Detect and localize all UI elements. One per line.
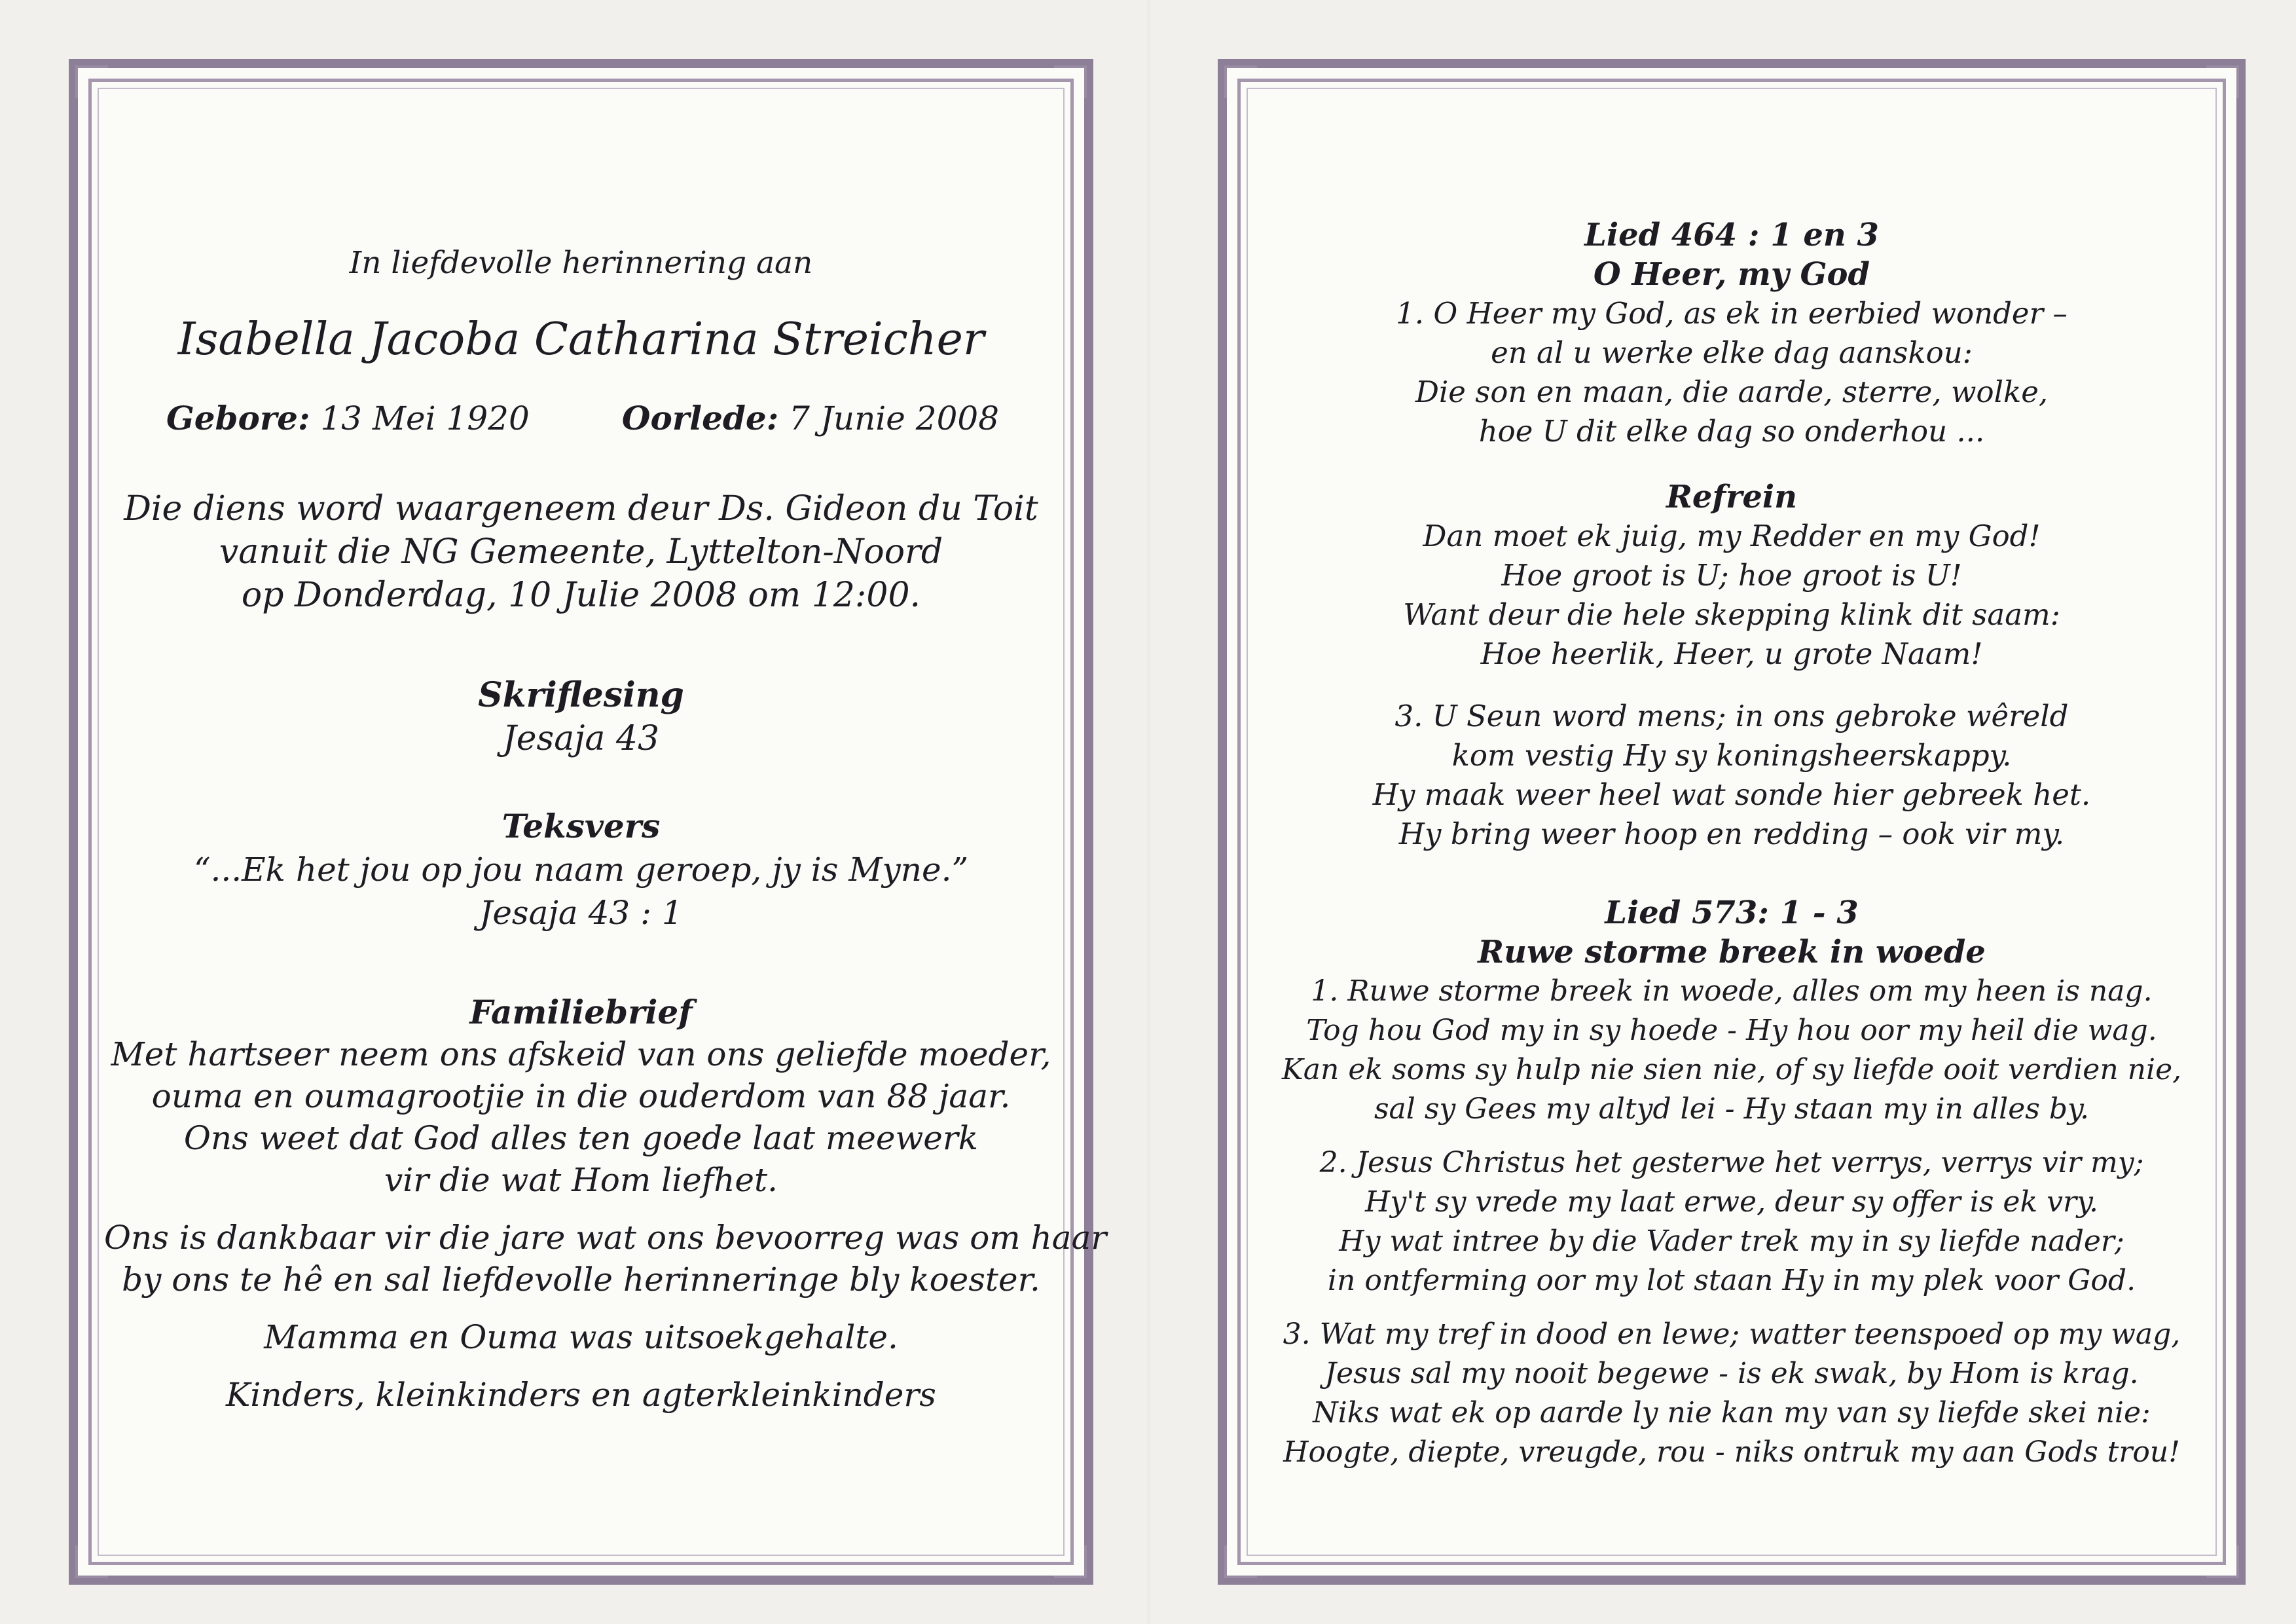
family-letter-paragraph [104, 1217, 1107, 1301]
hymn-line: Hoogte, diepte, vreugde, rou - niks ontruk my aan Gods trou! [1283, 1435, 2180, 1469]
hymn-464 [1253, 215, 2210, 451]
letter-line: Mamma en Ouma was uitsoekgehalte. [264, 1318, 898, 1356]
hymn-line: 3. U Seun word mens; in ons gebroke wêreld [1394, 699, 2069, 733]
hymn-number: Lied 573: 1 - 3 [1605, 895, 1859, 931]
hymn-title: O Heer, my God [1593, 256, 1870, 293]
frame-corner-ornament [1054, 1545, 1087, 1578]
frame-corner-ornament [1224, 1545, 1257, 1578]
left-page-panel [69, 59, 1107, 1585]
family-letter-signoff [104, 1374, 1058, 1416]
letter-line: Kinders, kleinkinders en agterkleinkinders [226, 1376, 936, 1414]
hymn-line: kom vestig Hy sy koningsheerskappy. [1451, 738, 2012, 773]
letter-line: ouma en oumagrootjie in die ouderdom van 88 jaar. [151, 1077, 1011, 1115]
service-details [104, 487, 1058, 617]
service-line: op Donderdag, 10 Julie 2008 om 12:00. [241, 576, 921, 615]
left-page-content [104, 94, 1107, 1549]
right-page-content [1253, 94, 2210, 1549]
born-date-value: 13 Mei 1920 [320, 399, 530, 437]
died-date-value: 7 Junie 2008 [789, 399, 999, 437]
frame-corner-ornament [2206, 1545, 2239, 1578]
text-verse-reference: Jesaja 43 : 1 [479, 894, 683, 932]
hymn-line: Jesus sal my nooit begewe - is ek swak, by Hom is krag. [1324, 1357, 2139, 1390]
hymn-line: Dan moet ek juig, my Redder en my God! [1423, 519, 2041, 553]
death-date [622, 399, 999, 437]
letter-line: Met hartseer neem ons afskeid van ons geliefde moeder, [111, 1035, 1051, 1073]
hymn-number: Lied 464 : 1 en 3 [1584, 217, 1879, 253]
frame-corner-ornament [1224, 65, 1257, 98]
hymn-464-verse-3 [1253, 697, 2210, 854]
family-letter-paragraph [104, 1033, 1058, 1201]
hymn-line: 1. Ruwe storme breek in woede, alles om my heen is nag. [1311, 974, 2153, 1008]
hymn-stanza [1253, 972, 2210, 1129]
birth-date [166, 399, 530, 437]
hymn-line: Kan ek soms sy hulp nie sien nie, of sy liefde ooit verdien nie, [1281, 1053, 2182, 1086]
hymn-line: Tog hou God my in sy hoede - Hy hou oor my heil die wag. [1306, 1014, 2157, 1047]
family-letter [104, 991, 1107, 1431]
hymn-line: Hy maak weer heel wat sonde hier gebreek het. [1372, 777, 2091, 812]
hymn-line: hoe U dit elke dag so onderhou ... [1478, 414, 1985, 449]
hymn-573 [1253, 893, 2210, 1472]
scripture-reading [104, 674, 1058, 760]
service-line: vanuit die NG Gemeente, Lyttelton-Noord [219, 532, 943, 572]
hymn-line: en al u werke elke dag aanskou: [1491, 335, 1973, 370]
hymn-line: Want deur die hele skepping klink dit saam: [1403, 597, 2060, 632]
right-page-panel [1218, 59, 2246, 1585]
hymn-line: sal sy Gees my altyd lei - Hy staan my in alles by. [1374, 1092, 2090, 1126]
hymn-line: Hy't sy vrede my laat erwe, deur sy offer is ek vry. [1365, 1185, 2098, 1219]
refrain-heading: Refrein [1666, 479, 1798, 515]
letter-line: Ons is dankbaar vir die jare wat ons bevoorreg was om haar [104, 1219, 1107, 1257]
hymn-line: 1. O Heer my God, as ek in eerbied wonder – [1396, 296, 2068, 331]
text-verse-heading: Teksvers [501, 807, 661, 845]
hymn-title: Ruwe storme breek in woede [1478, 934, 1986, 970]
hymn-stanza [1253, 1315, 2210, 1472]
frame-corner-ornament [2206, 65, 2239, 98]
family-letter-paragraph [104, 1316, 1058, 1358]
frame-corner-ornament [1054, 65, 1087, 98]
died-label: Oorlede: [621, 399, 779, 437]
text-verse-quote: “...Ek het jou op jou naam geroep, jy is Myne.” [193, 851, 969, 889]
hymn-line: 2. Jesus Christus het gesterwe het verrys, verrys vir my; [1319, 1146, 2144, 1179]
reading-heading: Skriflesing [478, 675, 684, 715]
hymn-refrain [1253, 477, 2210, 674]
letter-line: Ons weet dat God alles ten goede laat meewerk [183, 1119, 979, 1157]
hymn-line: 3. Wat my tref in dood en lewe; watter teenspoed op my wag, [1283, 1318, 2181, 1351]
hymn-line: Hoe heerlik, Heer, u grote Naam! [1480, 637, 1983, 671]
hymn-line: Hy wat intree by die Vader trek my in sy liefde nader; [1339, 1225, 2124, 1258]
memorial-intro: In liefdevolle herinnering aan [349, 245, 813, 281]
family-letter-heading: Familiebrief [469, 993, 693, 1031]
hymn-stanza [1253, 1143, 2210, 1301]
service-line: Die diens word waargeneem deur Ds. Gideon du Toit [124, 489, 1038, 528]
hymn-line: in ontferming oor my lot staan Hy in my plek voor God. [1327, 1264, 2136, 1297]
text-verse [104, 805, 1058, 934]
hymn-line: Hy bring weer hoop en redding – ook vir my. [1398, 817, 2065, 851]
hymn-line: Die son en maan, die aarde, sterre, wolke, [1415, 375, 2049, 409]
page-fold [1148, 0, 1150, 1624]
reading-reference: Jesaja 43 [502, 719, 660, 758]
born-label: Gebore: [166, 399, 310, 437]
frame-corner-ornament [75, 65, 108, 98]
deceased-name: Isabella Jacoba Catharina Streicher [177, 314, 985, 365]
life-dates [166, 399, 999, 437]
frame-corner-ornament [75, 1545, 108, 1578]
letter-line: by ons te hê en sal liefdevolle herinneringe bly koester. [122, 1261, 1040, 1299]
letter-line: vir die wat Hom liefhet. [384, 1161, 778, 1199]
hymn-line: Niks wat ek op aarde ly nie kan my van sy liefde skei nie: [1313, 1396, 2151, 1430]
hymn-line: Hoe groot is U; hoe groot is U! [1501, 558, 1962, 593]
